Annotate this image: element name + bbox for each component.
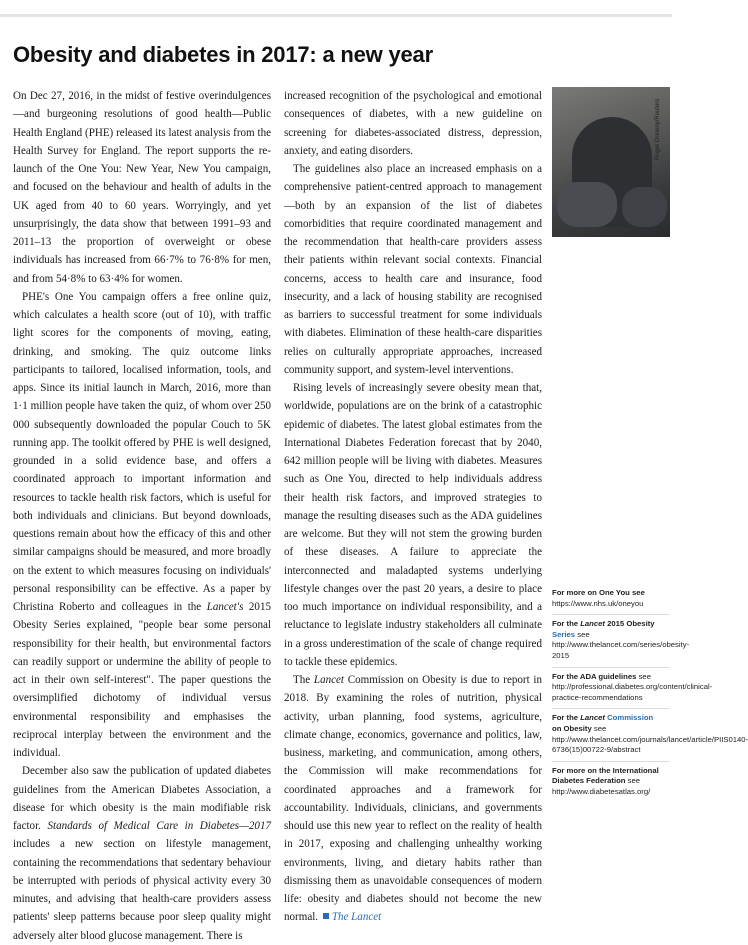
sidenote-idf: For more on the International Diabetes Federation see http://www.diabetesatlas.org/: [552, 765, 659, 796]
sidenote-ada: For the ADA guidelines see http://professional.diabetes.org/content/clinical-practice-recommendations: [552, 672, 670, 710]
column-2: [284, 87, 542, 927]
end-square-icon: [323, 913, 329, 919]
link[interactable]: see http://www.thelancet.com/series/obesity-2015: [552, 629, 690, 660]
sidenote-obesity-series: For the Lancet 2015 Obesity Series see http://www.thelancet.com/series/obesity-2015: [552, 619, 670, 667]
photo-credit: Roger Doneny/Reuters: [655, 98, 661, 160]
column-1: [13, 87, 271, 945]
link[interactable]: see http://professional.diabetes.org/content/clinical-practice-recommendations: [552, 671, 713, 702]
paragraph: On Dec 27, 2016, in the midst of festive overindulgences—and burgeoning resolutions of good health—Public Health England (PHE) released its latest analysis from the Health Survey for England. The report supports the re-launch of the One You: New Year, New You campaign, and focused on the behaviour and health of adults in the UK aged from 40 to 60 years. Worryingly, and yet unsurprisingly, the data show that between 1991–93 and 2011–13 the proportion of overweight or obese individuals has increased from 66·7% to 76·8% for men, and from 54·8% to 63·4% for women.: [13, 90, 271, 285]
paragraph: increased recognition of the psychological and emotional consequences of diabetes, with a new guideline on screening for diabetes-associated distress, depression, anxiety, and eating disorders.: [284, 90, 542, 157]
sidenotes: [552, 588, 748, 807]
sidenote-one-you: For more on One You see https://www.nhs.uk/oneyou: [552, 588, 670, 615]
top-rule: [0, 14, 672, 17]
link[interactable]: see http://www.diabetesatlas.org/: [552, 776, 651, 796]
paragraph: The guidelines also place an increased emphasis on a comprehensive patient-centred approach to management—both by an expansion of the list of diabetes comorbidities that require coordinated management and the recommendation that health-care providers assess their patients within relevant social contexts. Financial concerns, access to health care and insurance, food insecurity, and a lack of housing stability are recognised as barriers to successful treatment for some individuals with diabetes. Elimination of these health-care disparities relies on culturally appropriate approaches, increased community support, and system-level interventions.: [284, 163, 542, 376]
article-title: Obesity and diabetes in 2017: a new year: [13, 42, 433, 67]
paragraph: December also saw the publication of updated diabetes guidelines from the American Diabetes Association, a disease for which obesity is the main modifiable risk factor. Standards of Medical Care in Diabetes—2017 includes a new section on lifestyle management, containing the recommendations that sedentary behaviour be interrupted with periods of physical activity every 30 minutes, and advising that health-care providers assess patients' sleep patterns because poor sleep quality might adversely alter blood glucose management. There is: [13, 765, 271, 942]
paragraph: Rising levels of increasingly severe obesity mean that, worldwide, populations are on the brink of a catastrophic epidemic of diabetes. The latest global estimates from the International Diabetes Federation forecast that by 2040, 642 million people will be living with diabetes. Measures such as One You, directed to help individuals address their health risk factors, and improved strategies to manage the resulting diseases such as the ADA guidelines are welcome. But they will not stem the growing burden of these diseases. A failure to appreciate the interconnected and maladapted systems underlying lifestyle changes over the past 20 years, a desire to place too much importance on individual responsibility, and a reluctance to legislate industry stakeholders all culminate in a gross underestimation of the scale of change required to tackle these epidemics.: [284, 382, 542, 668]
link[interactable]: see http://www.thelancet.com/journals/lancet/article/PIIS0140-6736(15)00722-9/abstract: [552, 723, 748, 755]
signoff: The Lancet: [331, 911, 382, 924]
article-photo: [552, 87, 670, 237]
sidenote-commission: For the Lancet Commission on Obesity see http://www.thelancet.com/journals/lancet/article/PIIS0140-6736(15)00722-9/abstract: [552, 713, 670, 761]
paragraph: PHE's One You campaign offers a free online quiz, which calculates a health score (out of 10), with traffic light scores for the components of moving, eating, drinking, and smoking. The quiz outcome links participants to tailored, localised information, tools, and apps. Since its initial launch in March, 2016, more than 1·1 million people have taken the quiz, of whom over 250 000 subsequently downloaded the popular Couch to 5K running app. The toolkit offered by PHE is well designed, grounded in a solid evidence base, and offers a coordinated approach to important information and resources to tackle health risk factors, which is useful for both individuals and clinicians. But beyond downloads, questions remain about how the efficacy of this and other similar campaigns should be measured, and more broadly on the extent to which measures focusing on individuals' personal responsibility can be effective. As a paper by Christina Roberto and colleagues in the Lancet's 2015 Obesity Series explained, "people bear some personal responsibility for their health, but environmental factors can readily support or undermine the ability of people to act in their own self-interest". The paper questions the oversimplified dichotomy of individual versus environmental responsibility and emphasises the reciprocal interplay between the environment and the individual.: [13, 290, 272, 759]
link[interactable]: https://www.nhs.uk/oneyou: [552, 598, 644, 608]
paragraph: The Lancet Commission on Obesity is due to report in 2018. By examining the roles of nutrition, physical activity, urban planning, food systems, agriculture, climate change, economics, governance and politics, law, business, marketing, and communication, among others, the Commission will make recommendations for coordinated approaches and a framework for accountability. Individuals, clinicians, and governments should use this new year to reflect on the reality of health in 2017, exposing and challenging unhealthy working environments, living, and dietary habits rather than dismissing them as unavoidable consequences of modern life: obesity and diabetes should not become the new normal. The Lancet: [284, 674, 543, 924]
